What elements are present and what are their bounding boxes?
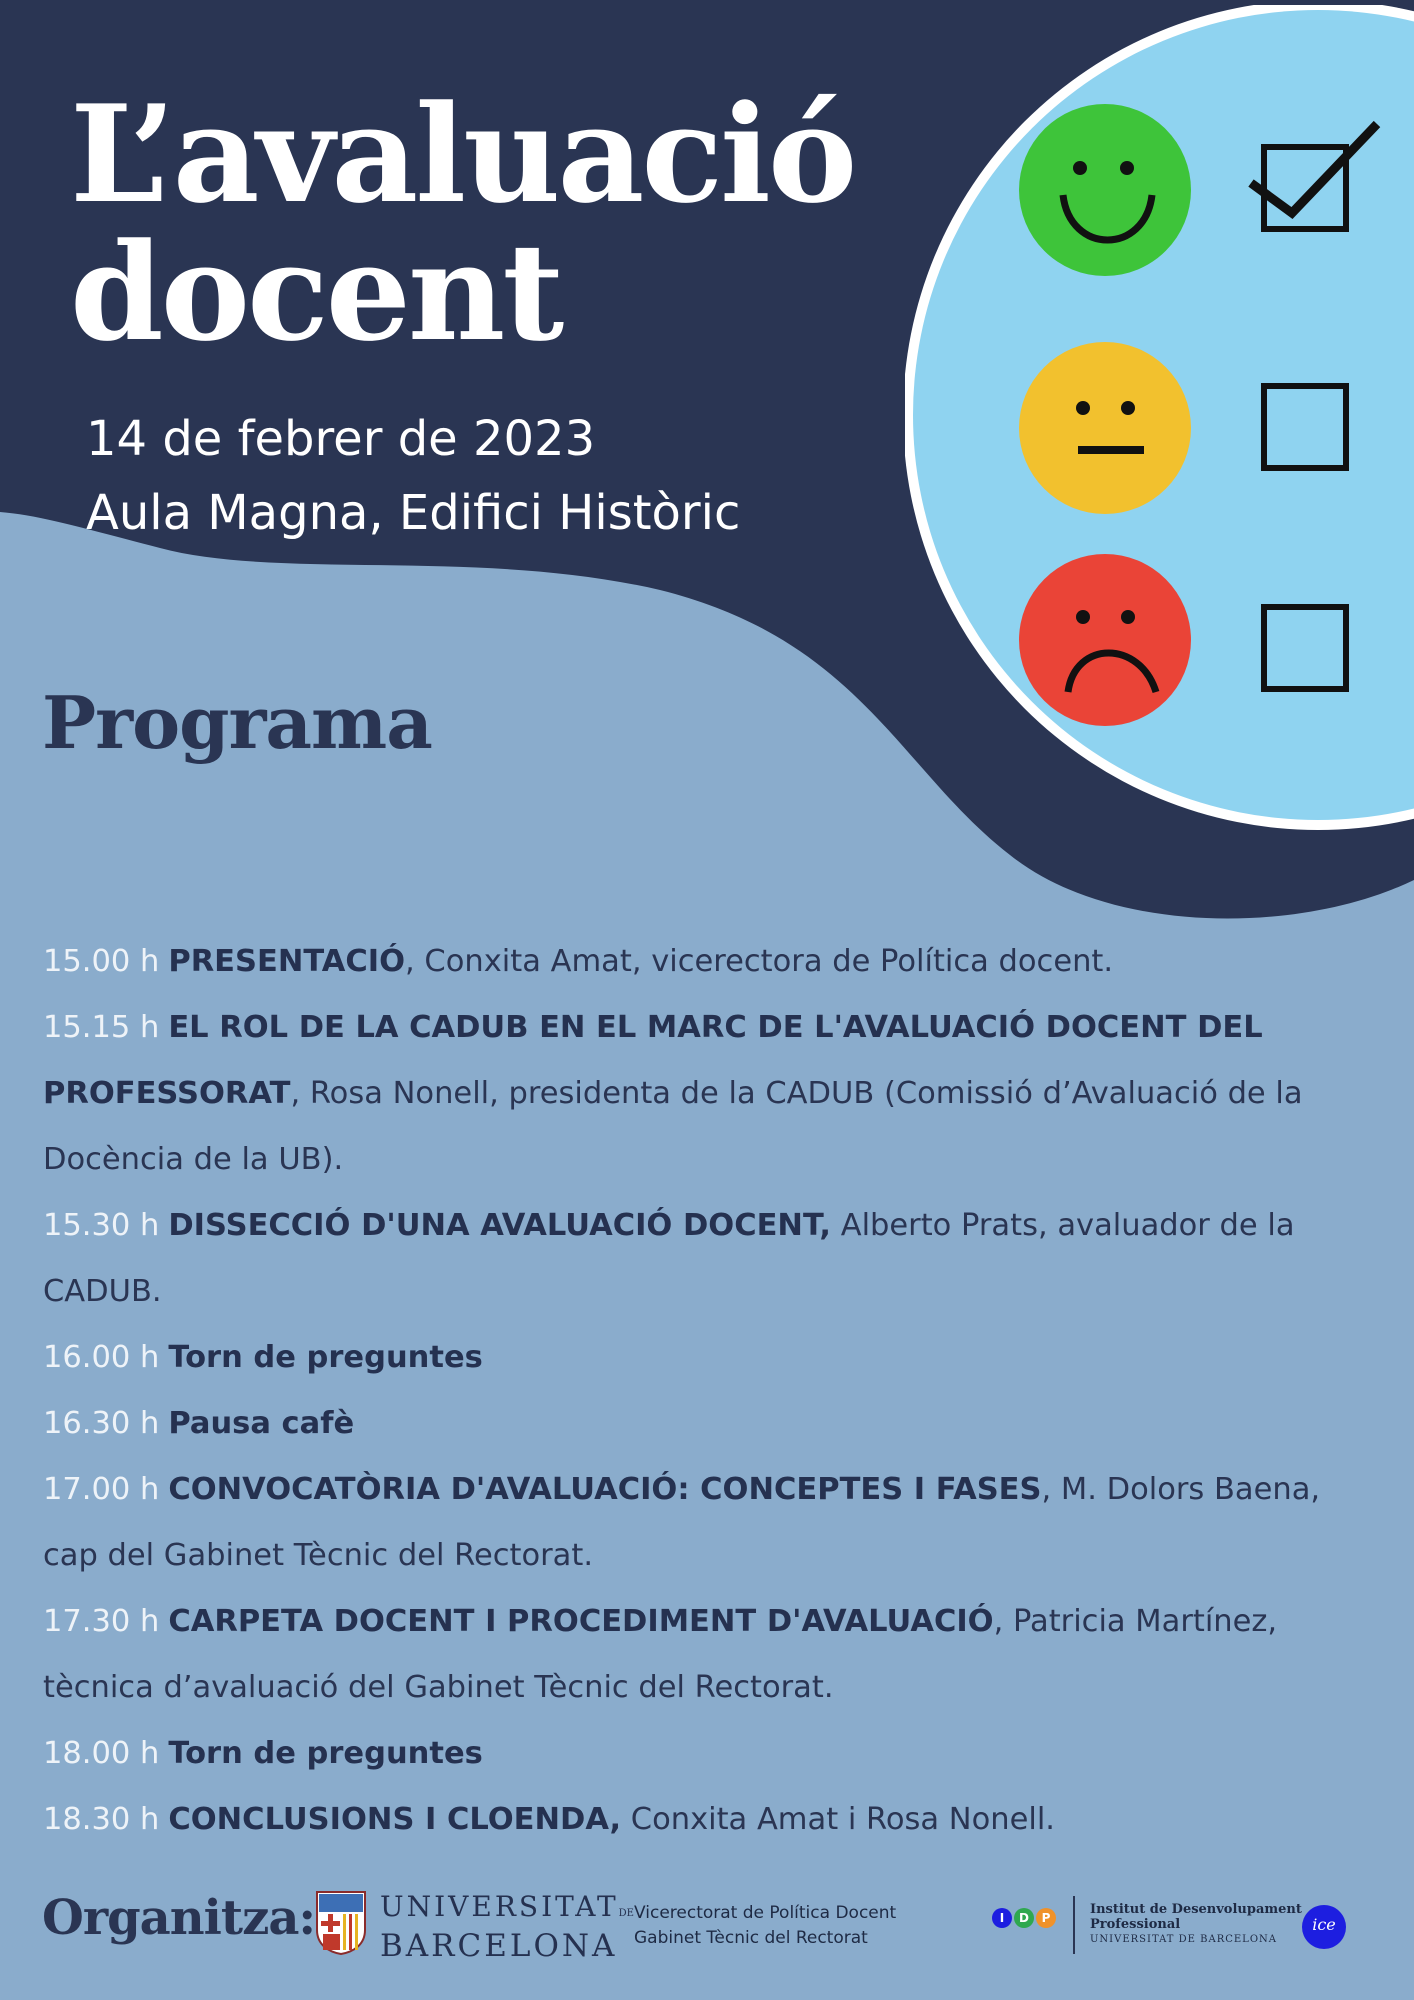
sad-face-icon [1019, 554, 1191, 726]
dept-line-2: Gabinet Tècnic del Rectorat [634, 1928, 868, 1948]
title-line-1: L’avaluació [70, 75, 855, 233]
program-item [43, 1193, 1383, 1325]
item-label: CARPETA DOCENT I PROCEDIMENT D'AVALUACIÓ [168, 1604, 994, 1639]
ub-name-de: DE [618, 1908, 634, 1919]
item-time: 16.30 h [43, 1406, 160, 1441]
program-item [43, 1391, 1383, 1457]
footer-organizers [0, 1880, 1414, 1964]
idp-name [1090, 1902, 1302, 1948]
idp-letter-i: I [992, 1908, 1012, 1928]
item-label: Pausa cafè [168, 1406, 355, 1441]
idp-letter-d: D [1014, 1908, 1034, 1928]
item-description: , Conxita Amat, vicerectora de Política docent. [405, 944, 1114, 979]
item-label: CONCLUSIONS I CLOENDA, [168, 1802, 622, 1837]
dept-line-1: Vicerectorat de Política Docent [634, 1903, 897, 1923]
item-time: 15.00 h [43, 944, 160, 979]
title-line-2: docent [70, 213, 562, 371]
program-item [43, 1589, 1383, 1721]
item-label: Torn de preguntes [168, 1736, 483, 1771]
item-time: 17.00 h [43, 1472, 160, 1507]
item-description: , M. Dolors Baena, cap del Gabinet Tècnic del Rectorat. [43, 1472, 1321, 1573]
neutral-face-icon [1019, 342, 1191, 514]
item-time: 15.15 h [43, 1010, 160, 1045]
item-time: 16.00 h [43, 1340, 160, 1375]
program-item [43, 1787, 1383, 1853]
program-heading: Programa [42, 680, 432, 765]
ub-name-line-1: UNIVERSITAT [380, 1890, 619, 1923]
program-item [43, 1325, 1383, 1391]
program-item [43, 1457, 1383, 1589]
idp-letter-p: P [1036, 1908, 1056, 1928]
idp-divider [1073, 1896, 1075, 1954]
item-description: , Patricia Martínez, tècnica d’avaluació del Gabinet Tècnic del Rectorat. [43, 1604, 1278, 1705]
item-label: EL ROL DE LA CADUB EN EL MARC DE L'AVALUACIÓ DOCENT DEL PROFESSORAT [43, 1010, 1263, 1111]
department-names [634, 1901, 896, 1951]
ub-name-line-2: BARCELONA [380, 1928, 618, 1964]
event-info [86, 402, 740, 550]
program-item [43, 1721, 1383, 1787]
program-schedule [43, 929, 1383, 1853]
item-description: Conxita Amat i Rosa Nonell. [621, 1802, 1056, 1837]
item-time: 18.30 h [43, 1802, 160, 1837]
item-time: 15.30 h [43, 1208, 160, 1243]
item-label: DISSECCIÓ D'UNA AVALUACIÓ DOCENT, [168, 1208, 832, 1243]
event-venue: Aula Magna, Edifici Històric [86, 485, 741, 541]
idp-text-line-3: UNIVERSITAT DE BARCELONA [1090, 1934, 1277, 1945]
item-description: Alberto Prats, avaluador de la CADUB. [43, 1208, 1295, 1309]
event-title [70, 75, 855, 371]
item-label: CONVOCATÒRIA D'AVALUACIÓ: CONCEPTES I FASES [168, 1472, 1042, 1507]
item-description: , Rosa Nonell, presidenta de la CADUB (Comissió d’Avaluació de la Docència de la UB). [43, 1076, 1303, 1177]
item-label: PRESENTACIÓ [168, 944, 406, 979]
idp-text-line-1: Institut de Desenvolupament [1090, 1902, 1302, 1917]
program-item [43, 995, 1383, 1193]
evaluation-emoji-illustration [905, 5, 1414, 840]
happy-face-icon [1019, 104, 1191, 276]
item-time: 18.00 h [43, 1736, 160, 1771]
idp-logo [992, 1907, 1058, 1928]
ice-logo: ice [1302, 1905, 1346, 1949]
ub-shield-logo [315, 1890, 367, 1956]
organizer-label: Organitza: [42, 1890, 316, 1946]
item-time: 17.30 h [43, 1604, 160, 1639]
program-item [43, 929, 1383, 995]
ub-logo-text [380, 1892, 634, 1963]
idp-text-line-2: Professional [1090, 1917, 1181, 1932]
event-date: 14 de febrer de 2023 [86, 411, 596, 467]
item-label: Torn de preguntes [168, 1340, 483, 1375]
